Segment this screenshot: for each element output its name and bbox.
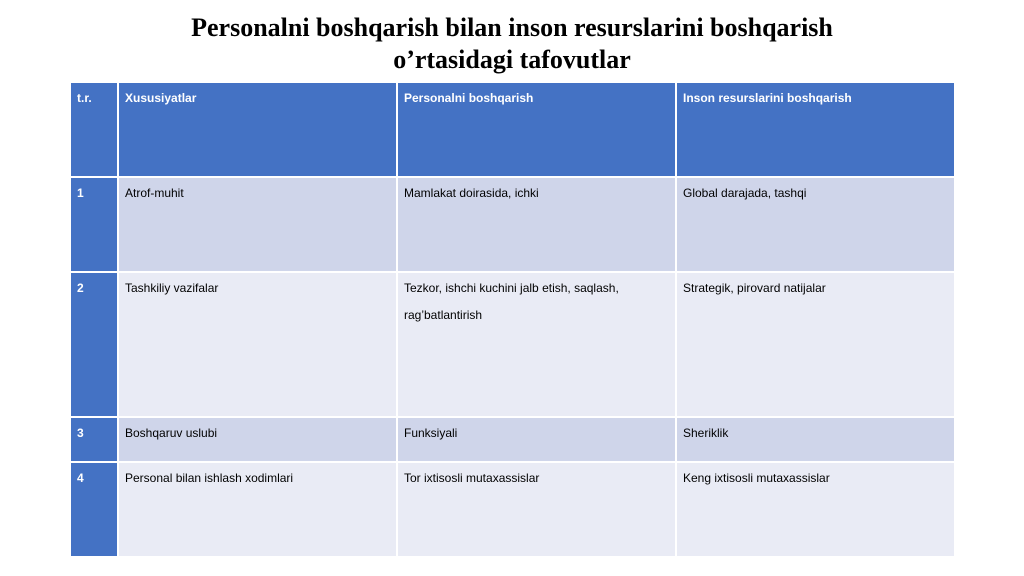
row-hr-management: Strategik, pirovard natijalar [676,272,955,417]
row-feature: Atrof-muhit [118,177,397,272]
row-personnel-management: Tezkor, ishchi kuchini jalb etish, saqlash, rag’batlantirish [397,272,676,417]
slide-title [0,12,1024,76]
table-header-row [70,82,955,177]
row-number: 3 [70,417,118,462]
comparison-table [69,81,956,558]
table-row [70,417,955,462]
header-cell-feature: Xususiyatlar [118,82,397,177]
row-hr-management: Keng ixtisosli mutaxassislar [676,462,955,557]
header-cell-number: t.r. [70,82,118,177]
row-number: 1 [70,177,118,272]
row-hr-management: Global darajada, tashqi [676,177,955,272]
row-feature: Boshqaruv uslubi [118,417,397,462]
row-personnel-management: Funksiyali [397,417,676,462]
row-number: 2 [70,272,118,417]
table-row [70,177,955,272]
header-cell-personnel-management: Personalni boshqarish [397,82,676,177]
table-row [70,462,955,557]
header-cell-hr-management: Inson resurslarini boshqarish [676,82,955,177]
row-personnel-management: Tor ixtisosli mutaxassislar [397,462,676,557]
row-feature: Tashkiliy vazifalar [118,272,397,417]
slide-title-line-1: Personalni boshqarish bilan inson resurslarini boshqarish [191,13,833,42]
row-personnel-management: Mamlakat doirasida, ichki [397,177,676,272]
row-feature: Personal bilan ishlash xodimlari [118,462,397,557]
slide-title-line-2: o’rtasidagi tafovutlar [393,45,631,74]
table-row [70,272,955,417]
row-hr-management: Sheriklik [676,417,955,462]
row-number: 4 [70,462,118,557]
